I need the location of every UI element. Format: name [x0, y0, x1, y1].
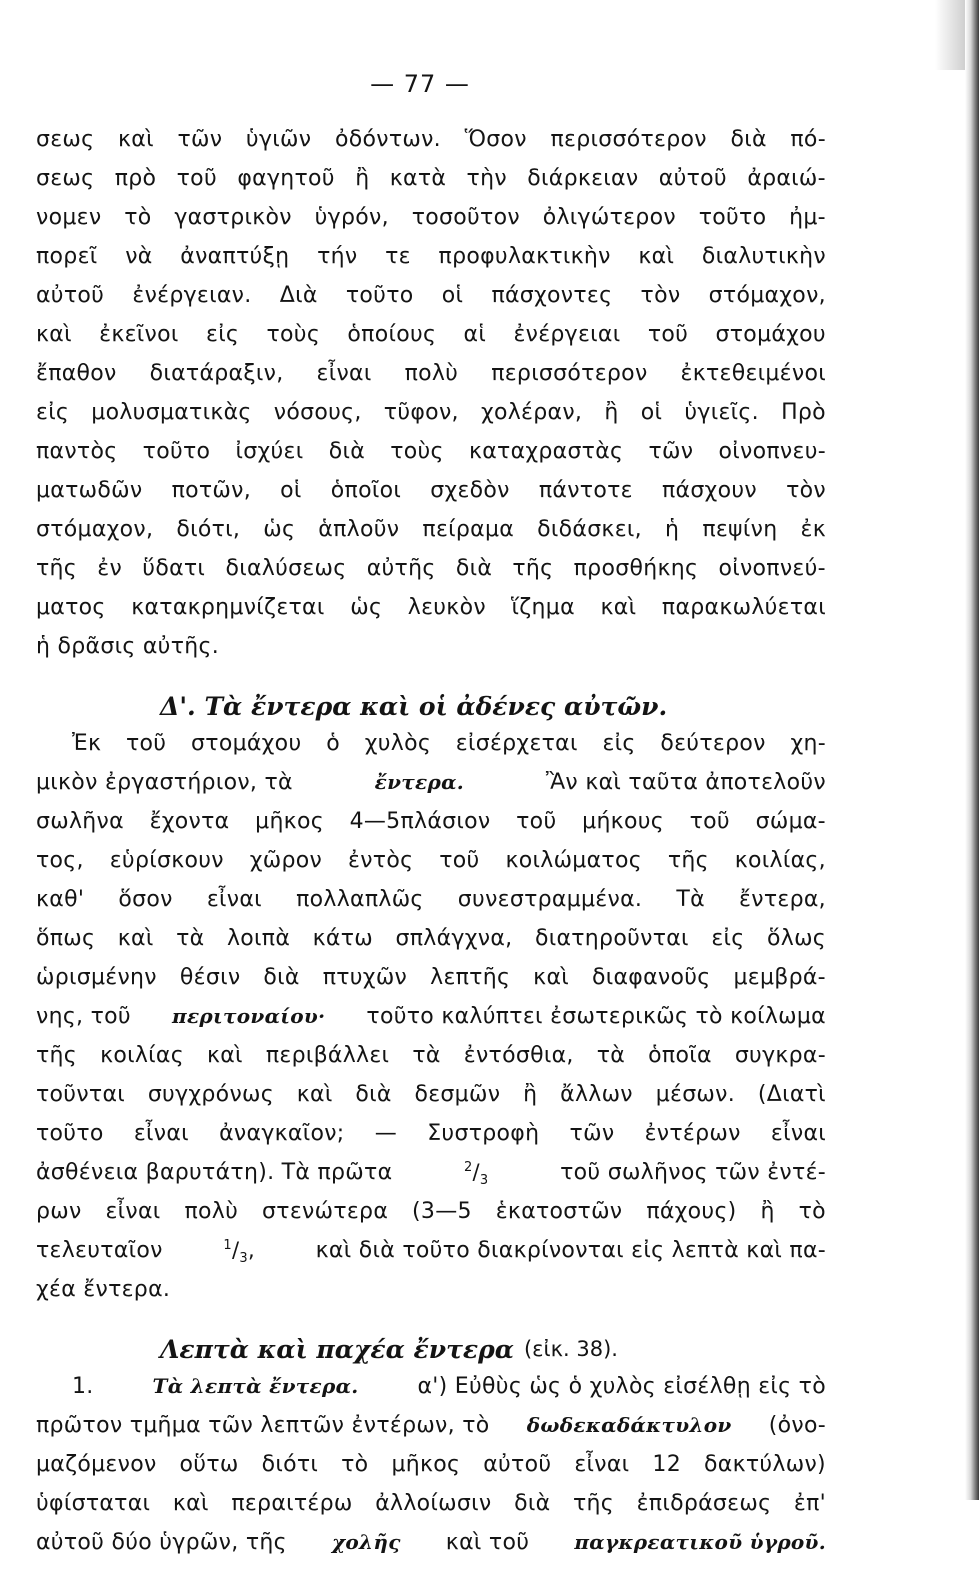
text-line: καθ' ὅσον εἶναι πολλαπλῶς συνεστραμμένα. Τὰ ἔντερα, — [36, 887, 826, 912]
text-line — [36, 1530, 826, 1569]
figure-reference: (εἰκ. 38). — [523, 1337, 618, 1361]
text-segment: νης, τοῦ — [36, 1004, 131, 1029]
text-line: τῆς κοιλίας καὶ περιβάλλει τὰ ἐντόσθια, τὰ ὁποῖα συγκρα- — [36, 1043, 826, 1068]
text-line: σεως πρὸ τοῦ φαγητοῦ ἢ κατὰ τὴν διάρκειαν αὐτοῦ ἀραιώ- — [36, 166, 826, 191]
text-line: τος, εὑρίσκουν χῶρον ἐντὸς τοῦ κοιλώματος τῆς κοιλίας, — [36, 848, 826, 873]
text-line: ὡρισμένην θέσιν διὰ πτυχῶν λεπτῆς καὶ διαφανοῦς μεμβρά- — [36, 965, 826, 990]
text-line — [36, 770, 826, 809]
text-line: ματωδῶν ποτῶν, οἱ ὁποῖοι σχεδὸν πάντοτε πάσχουν τὸν — [36, 478, 826, 503]
text-line: ὅπως καὶ τὰ λοιπὰ κάτω σπλάγχνα, διατηροῦνται εἰς ὅλως — [36, 926, 826, 951]
paragraph-1 — [36, 127, 826, 673]
text-segment: Ἂν καὶ ταῦτα ἀποτελοῦν — [545, 770, 826, 795]
text-line: στόμαχον, διότι, ὡς ἁπλοῦν πείραμα διδάσκει, ἡ πεψίνη ἐκ — [36, 517, 826, 542]
subheading — [36, 1316, 826, 1374]
text-line: ρων εἶναι πολὺ στενώτερα (3—5 ἑκατοστῶν πάχους) ἢ τὸ — [36, 1199, 826, 1224]
text-line: Ἐκ τοῦ στομάχου ὁ χυλὸς εἰσέρχεται εἰς δεύτερον χη- — [72, 731, 826, 756]
text-line: πορεῖ νὰ ἀναπτύξῃ τήν τε προφυλακτικὴν καὶ διαλυτικὴν — [36, 244, 826, 269]
fraction-two-thirds: $^2/_3$ — [463, 1160, 489, 1189]
emphasized-term: περιτοναίου· — [172, 1004, 326, 1028]
text-line — [36, 1004, 826, 1043]
text-segment: καὶ τοῦ — [445, 1530, 530, 1555]
paragraph-3 — [36, 1374, 826, 1569]
text-line: καὶ ἐκεῖνοι εἰς τοὺς ὁποίους αἱ ἐνέργειαι τοῦ στομάχου — [36, 322, 826, 347]
text-segment: τοῦτο καλύπτει ἐσωτερικῶς τὸ κοίλωμα — [366, 1004, 826, 1029]
text-line: τοῦτο εἶναι ἀναγκαῖον; — Συστροφὴ τῶν ἐντέρων εἶναι — [36, 1121, 826, 1146]
text-line: σωλῆνα ἔχοντα μῆκος 4—5πλάσιον τοῦ μήκους τοῦ σώμα- — [36, 809, 826, 834]
text-line: εἰς μολυσματικὰς νόσους, τῦφον, χολέραν, ἢ οἱ ὑγιεῖς. Πρὸ — [36, 400, 826, 425]
text-line: νομεν τὸ γαστρικὸν ὑγρόν, τοσοῦτον ὀλιγώτερον τοῦτο ἠμ- — [36, 205, 826, 230]
text-line: αὐτοῦ ἐνέργειαν. Διὰ τοῦτο οἱ πάσχοντες τὸν στόμαχον, — [36, 283, 826, 308]
text-segment: α') Εὐθὺς ὡς ὁ χυλὸς εἰσέλθῃ εἰς τὸ — [417, 1374, 826, 1399]
subheading-title: Λεπτὰ καὶ παχέα ἔντερα — [160, 1334, 514, 1364]
text-line: ὑφίσταται καὶ περαιτέρω ἀλλοίωσιν διὰ τῆς ἐπιδράσεως ἐπ' — [36, 1491, 826, 1516]
page-number: — 77 — — [370, 70, 470, 98]
emphasized-term: παγκρεατικοῦ ὑγροῦ. — [574, 1530, 826, 1554]
page-body — [36, 127, 826, 1569]
text-line — [36, 1238, 826, 1277]
text-line: παντὸς τοῦτο ἰσχύει διὰ τοὺς καταχραστὰς τῶν οἰνοπνευ- — [36, 439, 826, 464]
text-segment: αὐτοῦ δύο ὑγρῶν, τῆς — [36, 1530, 287, 1555]
text-line: μαζόμενον οὕτω διότι τὸ μῆκος αὐτοῦ εἶναι 12 δακτύλων) — [36, 1452, 826, 1477]
text-line: τῆς ἐν ὕδατι διαλύσεως αὐτῆς διὰ τῆς προσθήκης οἰνοπνεύ- — [36, 556, 826, 581]
text-line — [36, 1413, 826, 1452]
text-segment: μικὸν ἐργαστήριον, τὰ — [36, 770, 293, 795]
text-line: ματος κατακρημνίζεται ὡς λευκὸν ἵζημα καὶ παρακωλύεται — [36, 595, 826, 620]
text-segment: ἀσθένεια βαρυτάτη). Τὰ πρῶτα — [36, 1160, 393, 1185]
text-segment: τελευταῖον — [36, 1238, 163, 1263]
emphasized-term: Τὰ λεπτὰ ἔντερα. — [152, 1374, 359, 1398]
page-corner-shadow — [935, 0, 965, 70]
emphasized-term: χολῆς — [331, 1530, 401, 1554]
text-line: ἔπαθον διατάραξιν, εἶναι πολὺ περισσότερον ἐκτεθειμένοι — [36, 361, 826, 386]
text-line — [36, 1374, 826, 1413]
text-line: σεως καὶ τῶν ὑγιῶν ὀδόντων. Ὅσον περισσότερον διὰ πό- — [36, 127, 826, 152]
section-heading: Δ'. Τὰ ἔντερα καὶ οἱ ἀδένες αὐτῶν. — [160, 691, 668, 721]
fraction-one-third: $^1/_3$, — [223, 1238, 255, 1267]
list-number: 1. — [72, 1374, 94, 1399]
text-segment: καὶ διὰ τοῦτο διακρίνονται εἰς λεπτὰ καὶ πα- — [315, 1238, 826, 1263]
text-line — [36, 1160, 826, 1199]
text-line: ἡ δρᾶσις αὐτῆς. — [36, 634, 219, 659]
page-binding-edge — [965, 0, 979, 1500]
emphasized-term: ἔντερα. — [374, 770, 465, 794]
text-segment: (ὀνο- — [768, 1413, 826, 1438]
paragraph-2 — [36, 731, 826, 1316]
text-line: χέα ἔντερα. — [36, 1277, 171, 1302]
text-line: τοῦνται συγχρόνως καὶ διὰ δεσμῶν ἢ ἄλλων μέσων. (Διατὶ — [36, 1082, 826, 1107]
emphasized-term: δωδεκαδάκτυλον — [526, 1413, 732, 1437]
text-segment: πρῶτον τμῆμα τῶν λεπτῶν ἐντέρων, τὸ — [36, 1413, 490, 1438]
text-segment: τοῦ σωλῆνος τῶν ἐντέ- — [560, 1160, 826, 1185]
